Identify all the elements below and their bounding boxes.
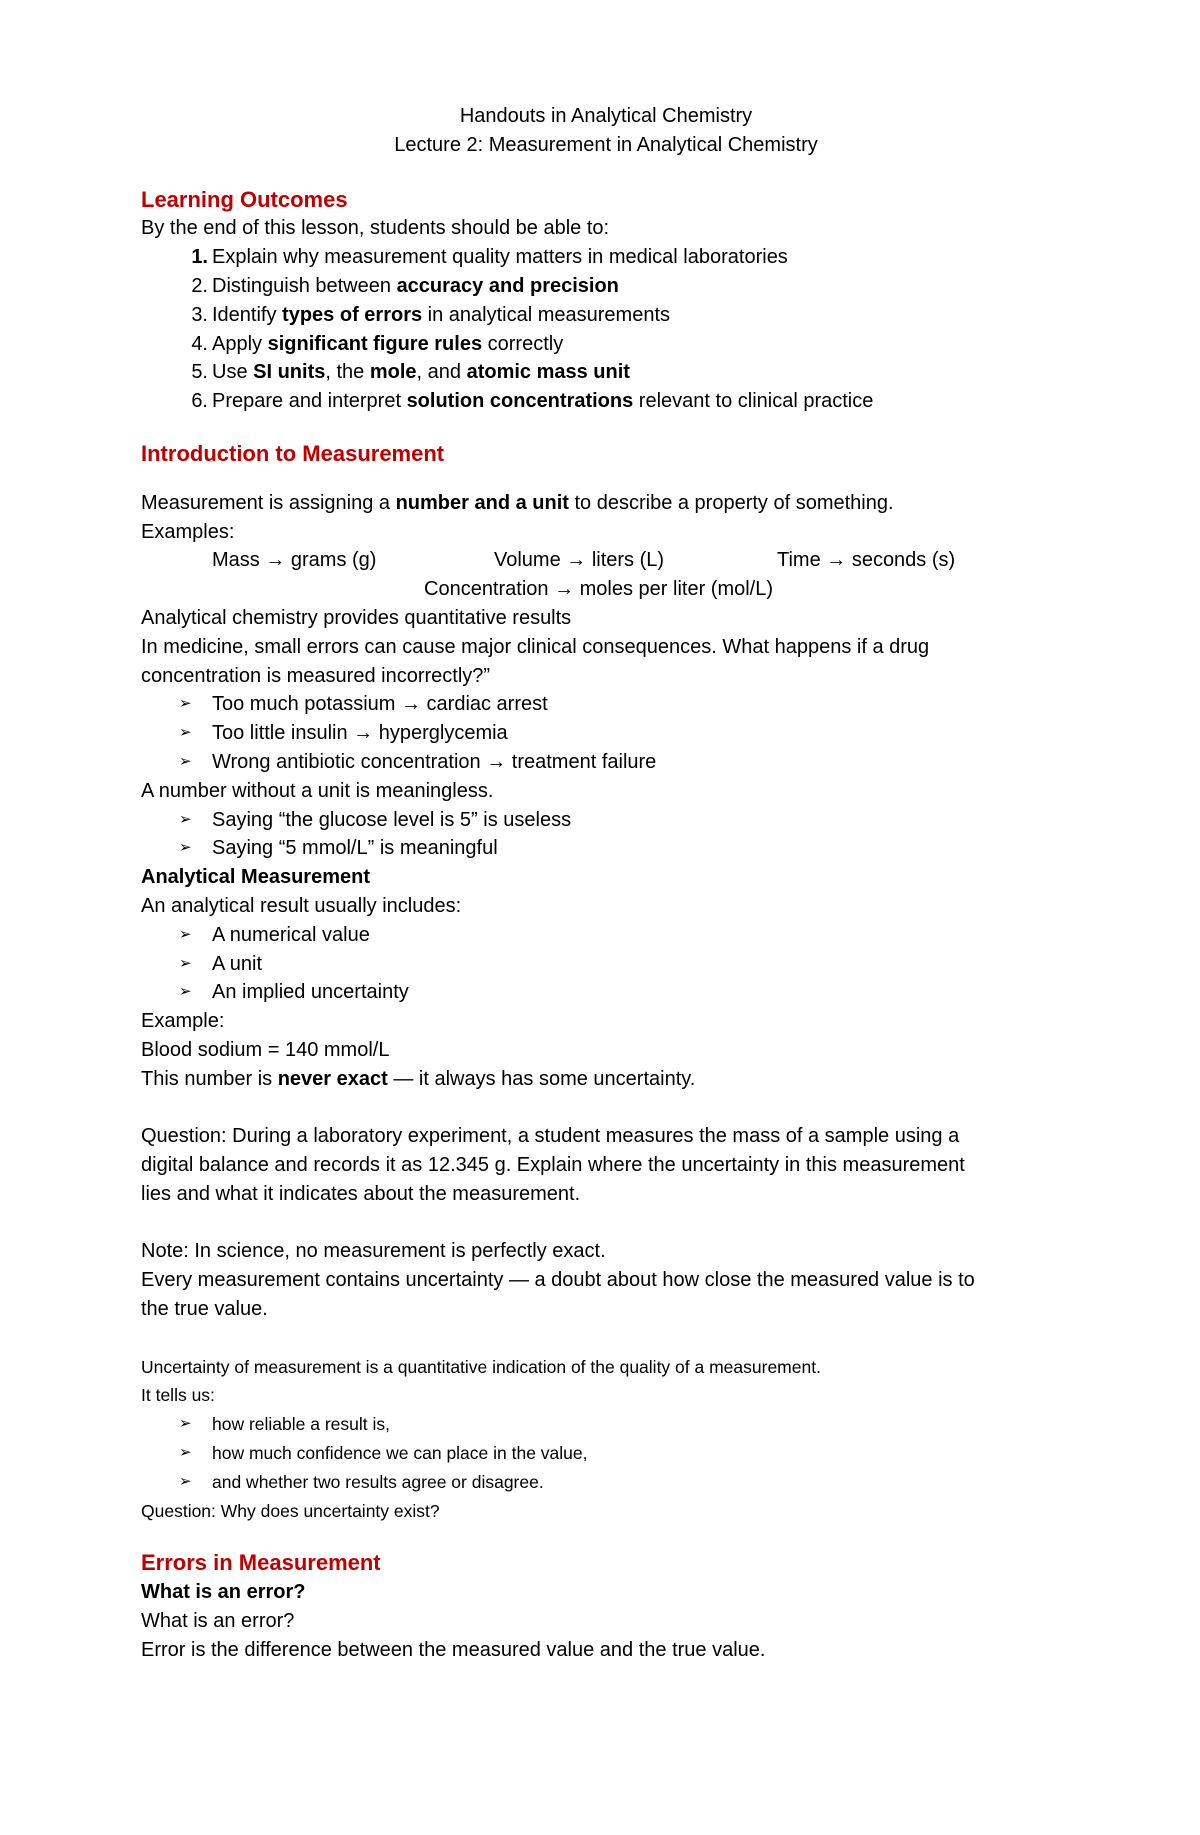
errors-definition: Error is the difference between the measured value and the true value. [141,1638,766,1661]
outcome-bold-text: types of errors [282,303,423,326]
uncertainty-item-text: and whether two results agree or disagree. [212,1471,544,1492]
analytical-item [141,978,1071,1007]
outcome-text: Explain why measurement quality matters in medical laboratories [212,246,788,269]
outcome-number: 3. [191,303,208,326]
uncertainty-tells: It tells us: [141,1385,215,1406]
outcome-text: Prepare and interpret [212,390,407,413]
definition-bold-text: number and a unit [395,491,569,514]
outcome-bold-text: mole [369,361,417,384]
arrow-bullet-icon: ➢ [179,839,192,857]
example-concentration: Concentration → moles per liter (mol/L) [424,578,774,601]
outcome-bold-text: atomic mass unit [466,361,630,384]
consequence-item [141,719,1071,748]
measurement-definition [141,489,1071,518]
outcome-number: 6. [191,390,208,413]
analytical-item-text: A unit [212,952,263,975]
analytical-item [141,950,1071,979]
outcome-bold-text: solution concentrations [406,390,634,413]
outcome-bold-text: SI units [253,361,326,384]
outcome-text: Distinguish between [212,274,397,297]
note-text: This number is [141,1067,278,1090]
arrow-bullet-icon: ➢ [179,925,192,943]
outcome-text-after: in analytical measurements [422,303,670,326]
errors-heading: Errors in Measurement [141,1550,381,1576]
never-exact-note [141,1065,1071,1094]
outcome-bold-text: significant figure rules [267,332,483,355]
question-1-line-1: Question: During a laboratory experiment, a student measures the mass of a sample using a [141,1125,960,1148]
question-1-line-2: digital balance and records it as 12.345 g. Explain where the uncertainty in this measurement [141,1154,965,1177]
analytical-heading: Analytical Measurement [141,866,370,889]
unit-example-item [141,806,1071,835]
definition-text: Measurement is assigning a [141,491,396,514]
quantitative-results: Analytical chemistry provides quantitative results [141,606,572,629]
uncertainty-item [141,1468,1071,1497]
medicine-text-line-1: In medicine, small errors can cause major clinical consequences. What happens if a drug [141,635,930,658]
examples-row [141,546,1071,575]
note-line-2: Every measurement contains uncertainty — a doubt about how close the measured value is to [141,1269,975,1292]
medicine-text-line-2: concentration is measured incorrectly?” [141,664,491,687]
outcome-item-4 [141,330,1071,359]
outcome-item-5 [141,358,1071,387]
outcome-item-6 [141,387,1071,416]
document-page [141,102,1071,1665]
outcome-text: Use [212,361,254,384]
uncertainty-item [141,1439,1071,1468]
consequence-text: Wrong antibiotic concentration → treatment failure [212,750,657,773]
analytical-item-text: An implied uncertainty [212,981,409,1004]
document-subtitle: Lecture 2: Measurement in Analytical Chemistry [394,133,818,156]
arrow-bullet-icon: ➢ [179,724,192,742]
sodium-example: Blood sodium = 140 mmol/L [141,1038,390,1061]
intro-heading: Introduction to Measurement [141,440,445,466]
analytical-intro: An analytical result usually includes: [141,894,462,917]
unit-example-item [141,834,1071,863]
arrow-bullet-icon: ➢ [179,1415,192,1433]
outcome-text: , and [416,361,467,384]
outcome-number: 2. [191,274,208,297]
outcome-number: 1. [191,246,208,269]
outcome-number: 4. [191,332,208,355]
note-line-3: the true value. [141,1298,268,1321]
analytical-item [141,921,1071,950]
consequence-item [141,690,1071,719]
outcome-text-after: correctly [482,332,564,355]
example-label: Example: [141,1010,225,1033]
outcome-text: Apply [212,332,268,355]
uncertainty-question: Question: Why does uncertainty exist? [141,1500,440,1521]
arrow-bullet-icon: ➢ [179,1472,192,1490]
analytical-item-text: A numerical value [212,923,370,946]
errors-subheading: What is an error? [141,1581,306,1604]
learning-outcomes-heading: Learning Outcomes [141,186,348,212]
note-line-1: Note: In science, no measurement is perfectly exact. [141,1240,606,1263]
uncertainty-definition: Uncertainty of measurement is a quantitative indication of the quality of a measurement. [141,1356,821,1377]
outcome-item-2 [141,272,1071,301]
arrow-bullet-icon: ➢ [179,1444,192,1462]
consequence-text: Too little insulin → hyperglycemia [212,722,508,745]
arrow-bullet-icon: ➢ [179,983,192,1001]
example-mass: Mass → grams (g) [212,549,377,572]
unit-example-text: Saying “5 mmol/L” is meaningful [212,837,498,860]
outcome-text: Identify [212,303,283,326]
arrow-bullet-icon: ➢ [179,752,192,770]
outcome-item-1 [141,243,1071,272]
outcome-text-after: relevant to clinical practice [633,390,874,413]
note-bold-text: never exact [277,1067,388,1090]
arrow-bullet-icon: ➢ [179,695,192,713]
note-text-after: — it always has some uncertainty. [387,1067,696,1090]
outcome-item-3 [141,301,1071,330]
example-volume: Volume → liters (L) [494,549,665,572]
arrow-bullet-icon: ➢ [179,810,192,828]
definition-text-after: to describe a property of something. [568,491,894,514]
arrow-bullet-icon: ➢ [179,954,192,972]
consequence-item [141,748,1071,777]
outcome-text: , the [325,361,370,384]
unit-example-text: Saying “the glucose level is 5” is useless [212,808,572,831]
outcome-bold-text: accuracy and precision [396,274,619,297]
uncertainty-item [141,1410,1071,1439]
outcome-number: 5. [191,361,208,384]
uncertainty-item-text: how reliable a result is, [212,1414,390,1435]
consequence-text: Too much potassium → cardiac arrest [212,693,548,716]
uncertainty-item-text: how much confidence we can place in the value, [212,1443,588,1464]
example-time: Time → seconds (s) [777,549,956,572]
question-1-line-3: lies and what it indicates about the measurement. [141,1182,581,1205]
document-title: Handouts in Analytical Chemistry [459,105,753,127]
unit-note: A number without a unit is meaningless. [141,779,494,802]
examples-label: Examples: [141,520,235,543]
learning-outcomes-intro: By the end of this lesson, students should be able to: [141,217,610,240]
errors-question: What is an error? [141,1610,295,1633]
